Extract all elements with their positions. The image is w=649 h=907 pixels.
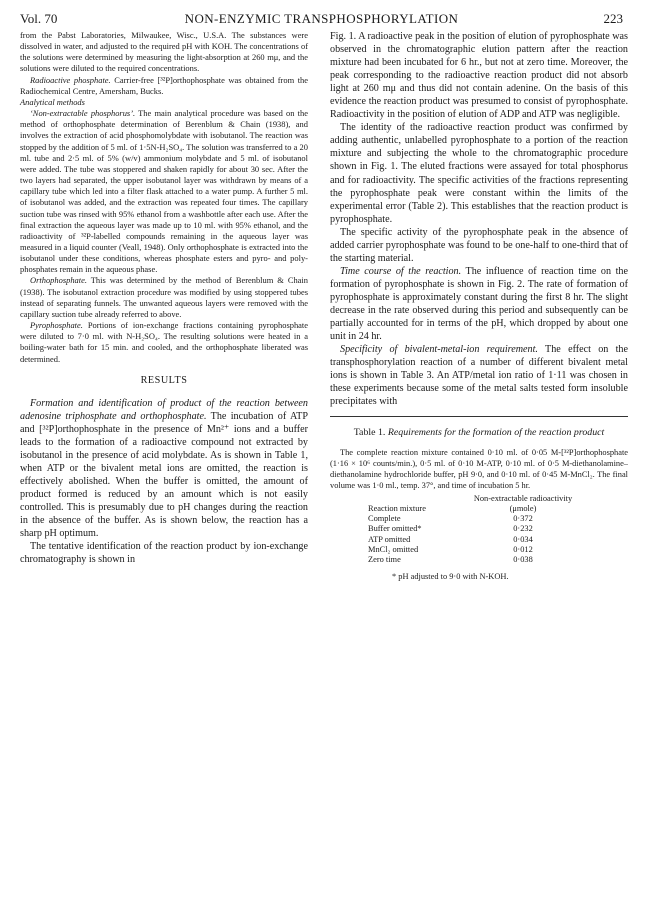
orthophosphate-text: This was determined by the method of Berenblum & Chain (1938). The isobutanol extraction procedure was modified by using stoppered tubes instead of separating funnels. The unwanted aqueous layers were removed with the capillary suction tube already referred to above. — [20, 275, 308, 319]
tentative-identification-paragraph: The tentative identification of the reaction product by ion-exchange chromatography is shown in — [20, 541, 308, 566]
page-number: 223 — [603, 11, 623, 26]
identity-paragraph: The identity of the radioactive reaction product was confirmed by adding authentic, unlabelled pyrophosphate to a portion of the reaction mixture and subjecting the whole to the chromatographic procedure shown in Fig. 1. The eluted fractions were assayed for total phosphorus and for radioactivity. The specific activities of the fractions representing the pyrophosphate peak were constant within the limits of the experimental error (Table 2). This establishes that the reaction product is pyrophosphate. — [330, 122, 628, 225]
time-course-paragraph — [330, 265, 628, 343]
table-1-description: The complete reaction mixture contained 0·10 ml. of 0·05 M-[³²P]orthophosphate (1·16 × 10⁶ counts/min.), 0·5 ml. of 0·10 M-ATP, 0·10 ml. of 0·5 M-diethanolamine–diethanolamine hydrochloride buffer, pH 9·0, and 0·10 ml. of 0·45 M-MnCl₂. The final volume was 1·0 ml., temp. 37°, and time of incubation 5 hr. — [330, 447, 628, 491]
table-1-title — [350, 427, 608, 439]
non-extractable-label: ‘Non-extractable phosphorus’. — [30, 108, 136, 119]
table-1-label: Table 1. — [353, 427, 386, 439]
table-row — [368, 524, 574, 534]
right-column — [330, 30, 628, 581]
row-label: ATP omitted — [368, 534, 411, 544]
running-title: NON-ENZYMIC TRANSPHOSPHORYLATION — [184, 11, 459, 26]
analytical-methods-heading: Analytical methods — [20, 96, 85, 107]
materials-paragraph: from the Pabst Laboratories, Milwaukee, Wisc., U.S.A. The substances were dissolved in water, and adjusted to the required pH with KOH. The concentrations of the solutions were determined by measuring the light-absorption at 260 mμ, and the solutions were diluted to the required concentrations. — [20, 30, 308, 74]
radioactive-phosphate-label: Radioactive phosphate. — [30, 74, 111, 85]
table-header-row — [368, 494, 574, 515]
pyrophosphate-label: Pyrophosphate. — [30, 320, 83, 331]
time-course-label: Time course of the reaction. — [340, 265, 462, 277]
row-value: 0·372 — [513, 514, 533, 524]
col-header-mixture: Reaction mixture — [368, 503, 426, 513]
table-1-caption: Requirements for the formation of the reaction product — [387, 427, 605, 439]
orthophosphate-paragraph — [20, 275, 308, 320]
table-1 — [330, 427, 628, 580]
row-value: 0·034 — [513, 534, 533, 544]
row-label: Complete — [368, 514, 401, 524]
non-extractable-paragraph — [20, 108, 308, 275]
running-header — [20, 11, 623, 27]
fig1-paragraph: Fig. 1. A radioactive peak in the position of elution of pyrophosphate was observed in the chromatographic elution pattern after the reaction mixture had been incubated for 6 hr., but not at zero time. Moreover, the peak corresponding to the radioactive reaction product did not absorb light at 260 mμ and thus did not contain adenine. On the basis of this evidence the reaction product was presumed to consist of pyrophosphate. Radioactivity in the position of elution of ADP and ATP was negligible. — [330, 31, 628, 121]
radioactive-phosphate-paragraph — [20, 75, 308, 97]
pyrophosphate-paragraph — [20, 320, 308, 365]
row-value: 0·232 — [513, 524, 533, 534]
table-1-grid — [368, 494, 574, 566]
specificity-paragraph — [330, 343, 628, 408]
formation-paragraph — [20, 397, 308, 541]
pyrophosphate-text: Portions of ion-exchange fractions containing pyrophosphate were diluted to 7·0 ml. with N-H₂SO₄. The resulting solutions were heated in a boiling-water bath for 15 min. and cooled, and the orthophosphate liberated was determined. — [20, 320, 308, 364]
row-value: 0·012 — [513, 545, 533, 555]
row-value: 0·038 — [513, 555, 533, 565]
formation-text: The incubation of ATP and [³²P]orthophosphate in the presence of Mn²⁺ ions and a buffer leads to the formation of a radioactive compound not extracted by isobutanol in the presence of acid molybdate. As is shown in Table 1, when ATP or the bivalent metal ions are omitted, the reaction is effectively abolished. When the buffer is omitted, the amount of product formed is reduced by an amount which is not easily controlled. This is presumably due to pH changes during the reaction in the absence of the buffer. As is shown below, the reaction has a sharp pH optimum. — [20, 410, 308, 540]
non-extractable-text: The main analytical procedure was based on the method of orthophosphate determination of Berenblum & Chain (1938), and involves the extraction of acid phosphomolybdate with isobutanol. The reaction was stopped by the addition of 5 ml. of 1·5N-H₂SO₄. The solution was transferred to a 20 ml. tube and 2·5 ml. of 5% (w/v) ammonium molybdate and 5 ml. of isobutanol were added. The tube was stoppered and shaken rapidly for about 30 sec. After the two layers had separated, the upper isobutanol layer was withdrawn by means of a capillary tube which led into a filter flask attached to a water pump. A further 5 ml. of isobutanol was added, and the extraction was repeated four times. The capillary suction tube was rinsed with 95% ethanol from a washbottle after each use. After the final extraction the aqueous layer was made up to 10 ml. with 95% ethanol, and the radioactivity of ³²P-labelled compounds remaining in the aqueous layer was measured in a liquid counter (Veall, 1948). Only orthophosphate is extracted into the isobutanol under these conditions, whereas phosphate esters and pyro- and poly-phosphates remain in the aqueous phase. — [20, 108, 308, 275]
table-row — [368, 514, 574, 524]
formation-label: Formation and identification of product of the reaction between adenosine triphosphate and orthophosphate. — [20, 397, 308, 422]
col-header-radioactivity: Non-extractable radioactivity (μmole) — [473, 493, 573, 513]
row-label: Zero time — [368, 555, 401, 565]
left-column — [20, 30, 308, 566]
table-1-footnote: * pH adjusted to 9·0 with N-KOH. — [392, 571, 509, 581]
results-heading: RESULTS — [140, 374, 188, 386]
row-label: MnCl₂ omitted — [368, 545, 419, 555]
specific-activity-paragraph: The specific activity of the pyrophosphate peak in the absence of added carrier pyrophosphate was found to be one-half to one-third that of the starting material. — [330, 226, 628, 264]
specificity-label: Specificity of bivalent-metal-ion requirement. — [340, 344, 538, 356]
radioactive-phosphate-text: Carrier-free [³²P]orthophosphate was obtained from the Radiochemical Centre, Amersham, Bucks. — [20, 74, 309, 96]
specificity-text: The effect on the transphosphorylation reaction of a number of different bivalent metal ions is shown in Table 3. An ATP/metal ion ratio of 1·11 was chosen in these experiments because some of the metal salts tested form insoluble precipitates with — [330, 344, 628, 408]
orthophosphate-label: Orthophosphate. — [30, 275, 87, 286]
time-course-text: The influence of reaction time on the formation of pyrophosphate is shown in Fig. 2. The rate of formation of pyrophosphate is approximately constant during the first 8 hr. The slight decrease in the rate observed during this period and subsequently can be partially accounted for in terms of the pH, which dropped by about one unit in 24 hr. — [330, 265, 628, 343]
table-row — [368, 545, 574, 555]
table-row — [368, 535, 574, 545]
table-divider — [330, 416, 628, 417]
volume-number: Vol. 70 — [20, 11, 58, 26]
row-label: Buffer omitted* — [368, 524, 422, 534]
table-row — [368, 555, 574, 565]
